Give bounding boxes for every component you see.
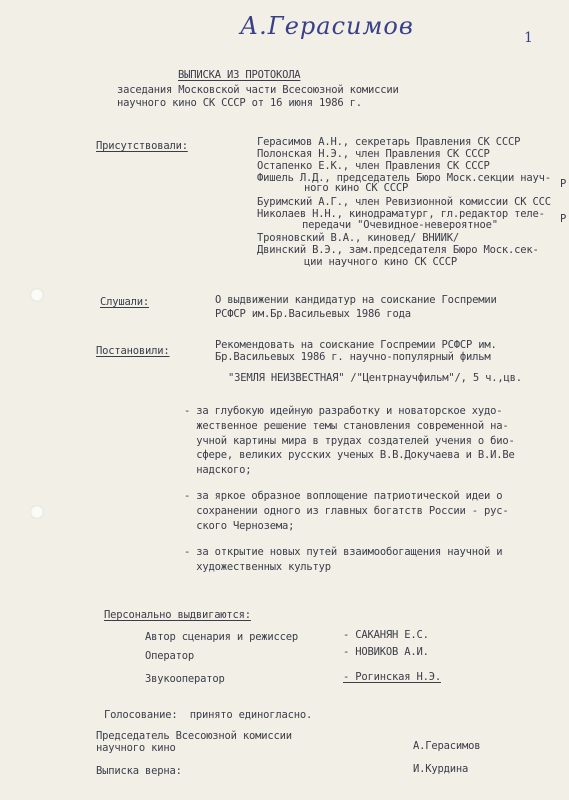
reason-line: сфере, великих русских ученых В.В.Докучаева и В.И.Ве bbox=[184, 449, 515, 461]
attendee-line: ного кино СК СССР bbox=[304, 182, 409, 194]
reason-line: надского; bbox=[184, 464, 252, 476]
reason-line: учной картины мира в трудах создателей учения о био- bbox=[184, 435, 515, 447]
vote-result: Голосование: принято единогласно. bbox=[104, 709, 313, 721]
heard-line-1: О выдвижении кандидатур на соискание Госпремии bbox=[215, 294, 497, 306]
punch-hole-top bbox=[30, 288, 44, 302]
verified-name: И.Курдина bbox=[413, 763, 469, 775]
handwritten-signature: А.Герасимов bbox=[240, 12, 414, 40]
subtitle-line-2: научного кино СК СССР от 16 июня 1986 г. bbox=[117, 97, 362, 109]
reason-line: жественное решение темы становления современной на- bbox=[184, 420, 509, 432]
nominee-role: Звукооператор bbox=[145, 673, 225, 685]
resolved-label: Постановили: bbox=[96, 345, 170, 357]
reason-line: - за открытие новых путей взаимообогащения научной и bbox=[184, 546, 503, 558]
heard-line-2: РСФСР им.Бр.Васильевых 1986 года bbox=[215, 308, 411, 320]
nominee-role: Оператор bbox=[145, 650, 194, 662]
attendee-line: передачи "Очевидное-невероятное" bbox=[302, 219, 498, 231]
nominee-name: - НОВИКОВ А.И. bbox=[343, 646, 429, 658]
chairman-name: А.Герасимов bbox=[413, 740, 481, 752]
edge-mark: Р bbox=[560, 213, 567, 225]
document-title: ВЫПИСКА ИЗ ПРОТОКОЛА bbox=[178, 69, 301, 81]
attendees-label: Присутствовали: bbox=[96, 140, 188, 152]
nominees-label: Персонально выдвигаются: bbox=[104, 609, 251, 621]
reason-line: - за глубокую идейную разработку и новаторское худо- bbox=[184, 405, 503, 417]
corner-mark: 1 bbox=[524, 30, 533, 46]
resolved-line-1: Рекомендовать на соискание Госпремии РСФСР им. bbox=[215, 339, 497, 351]
attendee-line: Фишель Л.Д., председатель Бюро Моск.секции науч- bbox=[257, 172, 551, 184]
attendee-line: Двинский В.Э., зам.председателя Бюро Моск.сек- bbox=[257, 244, 539, 256]
film-title-line: "ЗЕМЛЯ НЕИЗВЕСТНАЯ" /"Центрнаучфильм"/, 5 ч.,цв. bbox=[228, 372, 522, 384]
nominee-role: Автор сценария и режиссер bbox=[145, 631, 299, 643]
punch-hole-bottom bbox=[30, 505, 44, 519]
reason-line: - за яркое образное воплощение патриотической идеи о bbox=[184, 490, 503, 502]
chairman-title-1: Председатель Всесоюзной комиссии bbox=[96, 730, 292, 742]
verified-label: Выписка верна: bbox=[96, 765, 182, 777]
attendee-line: Полонская Н.Э., член Правления СК СССР bbox=[257, 148, 490, 160]
chairman-title-2: научного кино bbox=[96, 742, 176, 754]
attendee-line: Буримский А.Г., член Ревизионной комиссии СК ССС bbox=[257, 196, 551, 208]
subtitle-line-1: заседания Московской части Всесоюзной комиссии bbox=[117, 84, 399, 96]
attendee-line: Герасимов А.Н., секретарь Правления СК СССР bbox=[257, 136, 521, 148]
attendee-line: Остапенко Е.К., член Правления СК СССР bbox=[257, 160, 490, 172]
reason-line: сохранении одного из главных богатств России - рус- bbox=[184, 505, 509, 517]
edge-mark: Р bbox=[560, 178, 567, 190]
attendee-line: Трояновский В.А., киновед/ ВНИИК/ bbox=[257, 232, 460, 244]
resolved-line-2: Бр.Васильевых 1986 г. научно-популярный фильм bbox=[215, 351, 491, 363]
attendee-line: ции научного кино СК СССР bbox=[304, 256, 458, 268]
heard-label: Слушали: bbox=[100, 296, 149, 308]
nominee-name: - Рогинская Н.Э. bbox=[343, 671, 441, 683]
nominee-name: - САКАНЯН Е.С. bbox=[343, 629, 429, 641]
reason-line: ского Чернозема; bbox=[184, 520, 295, 532]
attendee-line: Николаев Н.Н., кинодраматург, гл.редактор теле- bbox=[257, 208, 545, 220]
reason-line: художественных культур bbox=[184, 561, 331, 573]
